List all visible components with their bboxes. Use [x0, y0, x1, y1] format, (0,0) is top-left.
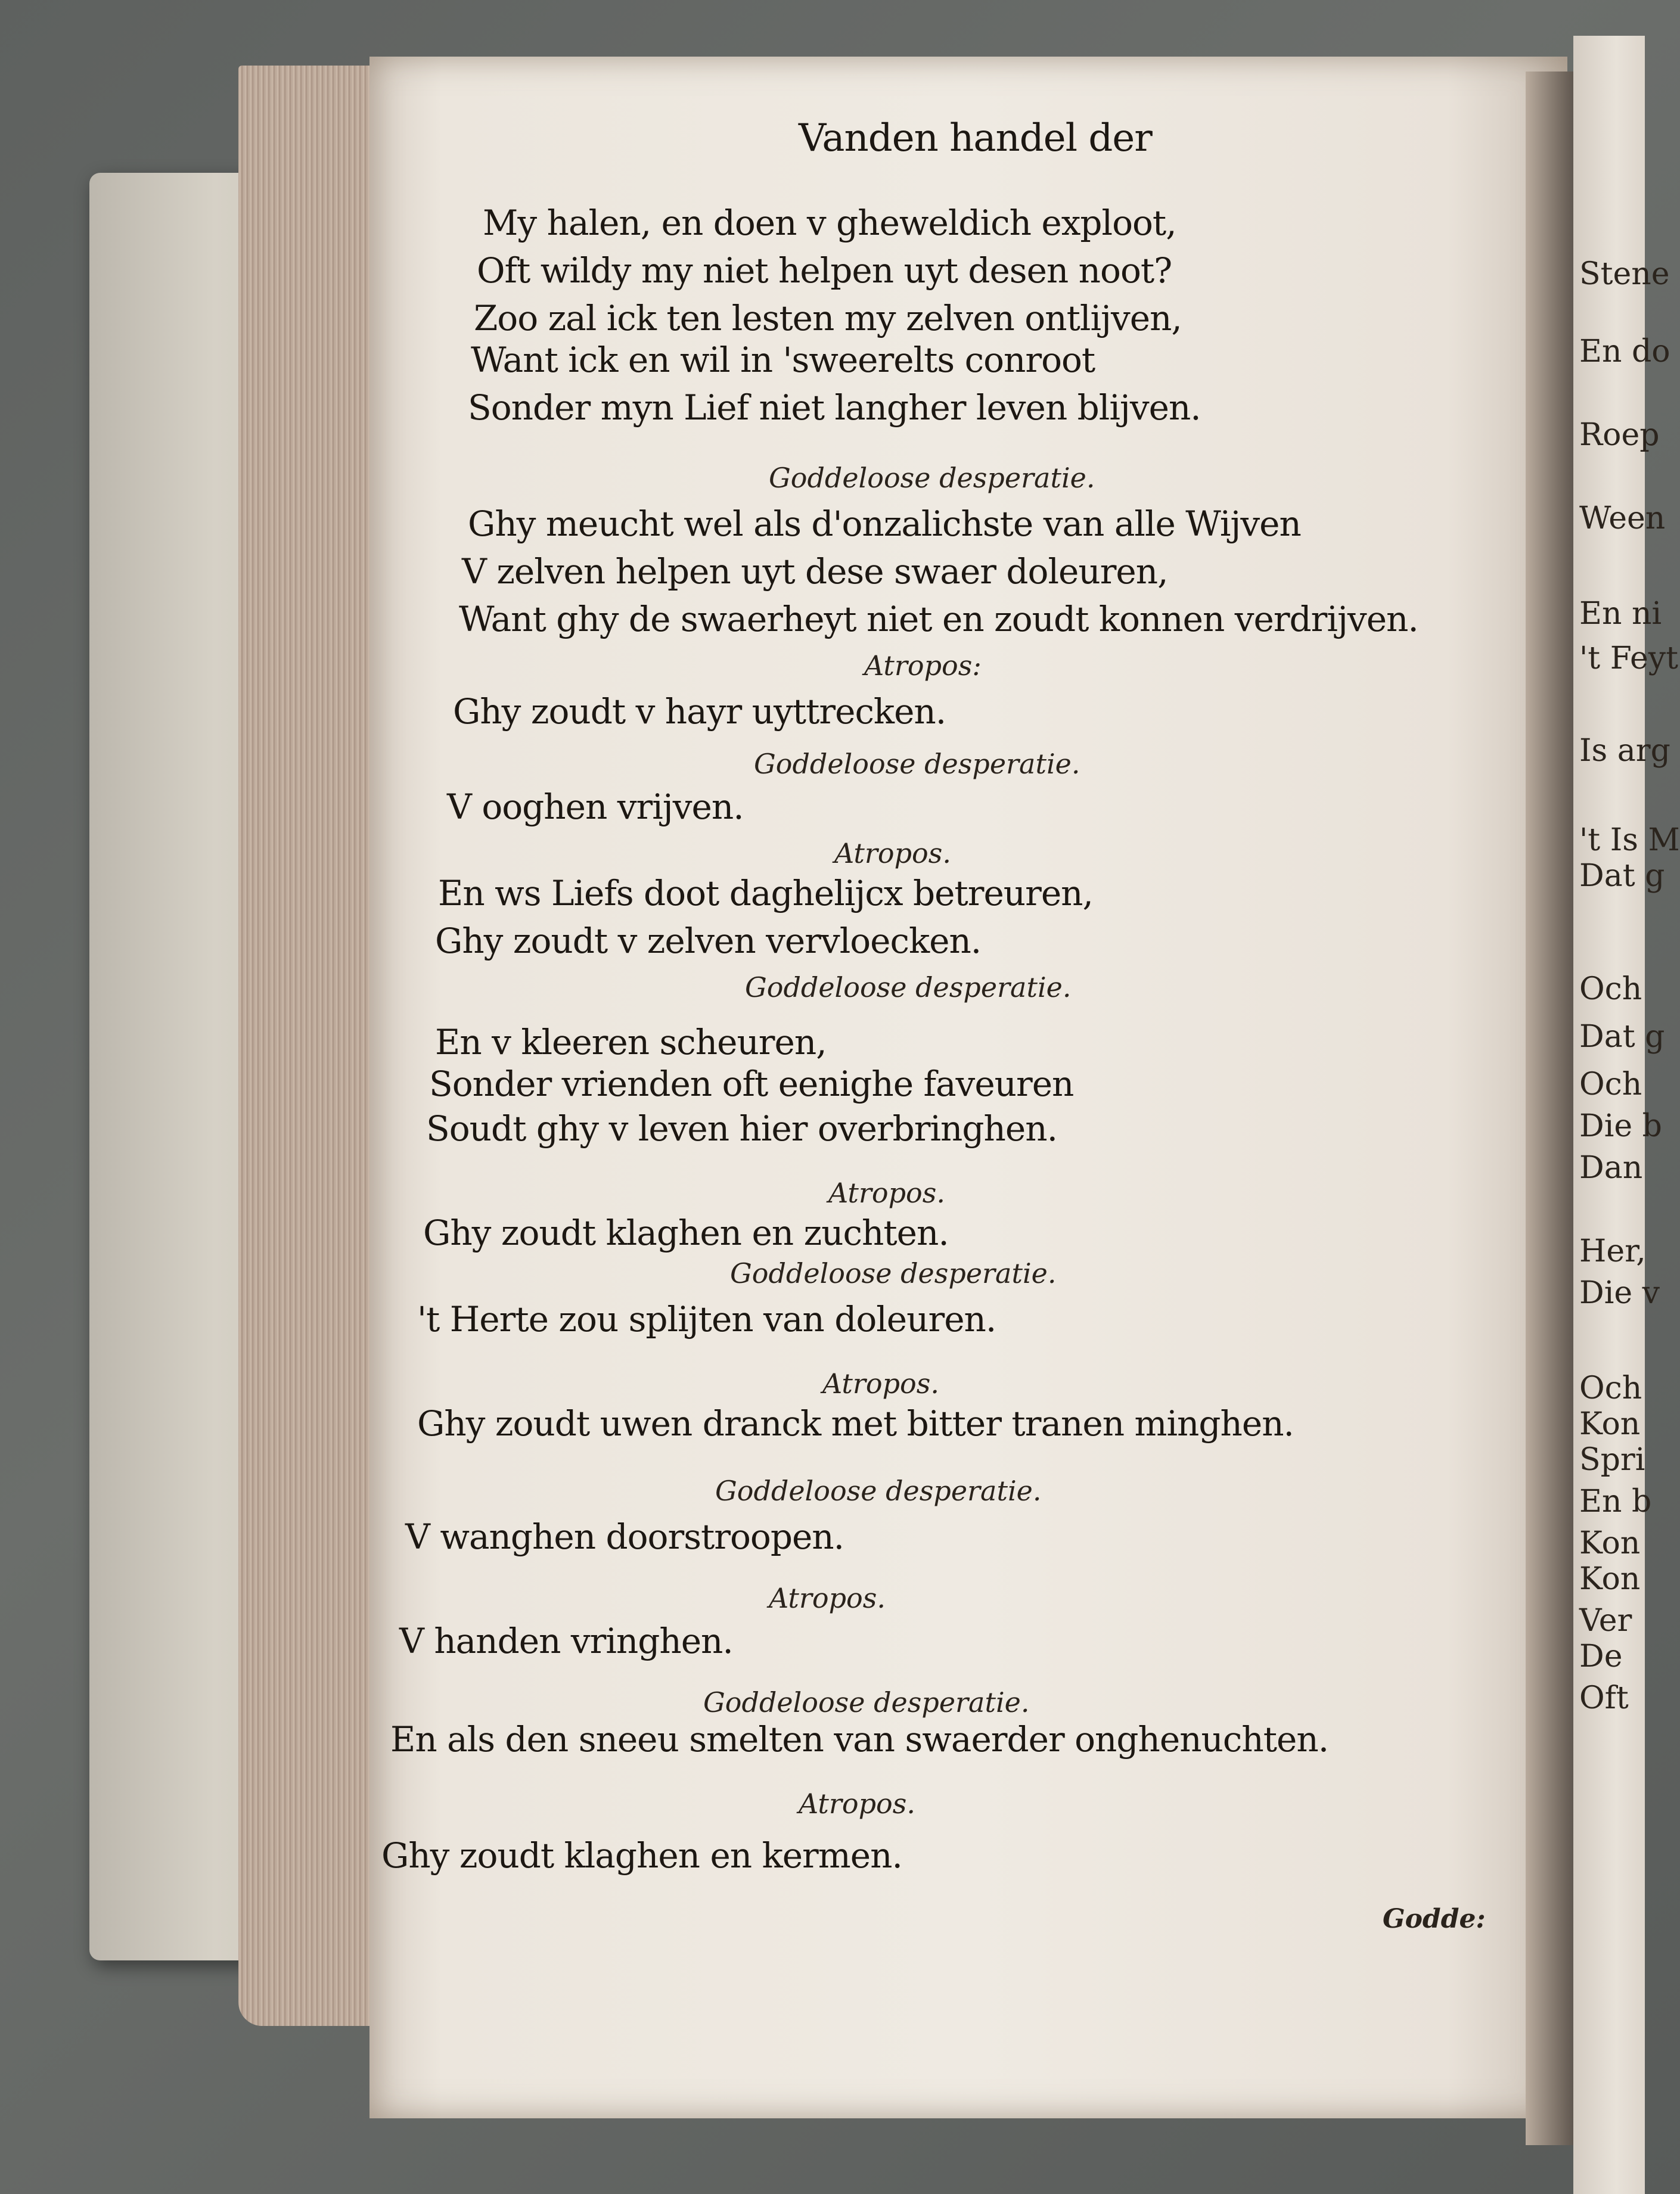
facing-page-word: Her,: [1579, 1233, 1646, 1269]
running-head: Vanden handel der: [799, 116, 1152, 160]
dialogue-line: Soudt ghy v leven hier overbringhen.: [426, 1108, 1058, 1149]
dialogue-line: Ghy zoudt v hayr uyttrecken.: [453, 691, 946, 732]
facing-page-word: Is arg: [1579, 733, 1670, 769]
facing-page-word: Och: [1579, 1067, 1642, 1102]
facing-page-word: Roep: [1579, 417, 1660, 453]
speaker-name: Atropos.: [834, 837, 951, 869]
dialogue-line: Ghy meucht wel als d'onzalichste van alle Wijven: [468, 504, 1301, 544]
facing-page-word: 't Feyt: [1579, 641, 1679, 676]
facing-page-word: Kon: [1579, 1406, 1641, 1442]
speaker-name: Goddeloose desperatie.: [745, 971, 1072, 1003]
dialogue-line: En als den sneeu smelten van swaerder onghenuchten.: [390, 1719, 1329, 1760]
dialogue-line: V ooghen vrijven.: [447, 787, 744, 827]
dialogue-line: 't Herte zou splijten van doleuren.: [417, 1299, 996, 1340]
verse-line: Oft wildy my niet helpen uyt desen noot?: [477, 250, 1172, 291]
facing-page-word: 't Is M: [1579, 822, 1680, 858]
facing-page-word: Die b: [1579, 1108, 1662, 1144]
speaker-name: Atropos.: [799, 1788, 915, 1820]
facing-page-word: Dan: [1579, 1150, 1643, 1186]
dialogue-line: V wanghen doorstroopen.: [405, 1516, 844, 1557]
speaker-name: Atropos:: [864, 650, 982, 682]
facing-page-word: Och: [1579, 971, 1642, 1007]
facing-page-word: Spri: [1579, 1442, 1645, 1478]
dialogue-line: Ghy zoudt klaghen en kermen.: [381, 1835, 902, 1876]
verse-line: Zoo zal ick ten lesten my zelven ontlijven,: [474, 298, 1182, 338]
dialogue-line: V handen vringhen.: [399, 1621, 733, 1661]
dialogue-line: Sonder vrienden oft eenighe faveuren: [429, 1064, 1074, 1104]
speaker-name: Atropos.: [828, 1177, 945, 1209]
speaker-name: Goddeloose desperatie.: [715, 1475, 1042, 1507]
facing-page-word: Kon: [1579, 1525, 1641, 1561]
dialogue-line: Ghy zoudt v zelven vervloecken.: [435, 921, 982, 961]
verse-line: Sonder myn Lief niet langher leven blijven.: [468, 387, 1201, 428]
speaker-name: Atropos.: [822, 1368, 939, 1400]
speaker-name: Atropos.: [769, 1582, 886, 1614]
dialogue-line: En ws Liefs doot daghelijcx betreuren,: [438, 873, 1093, 913]
dialogue-line: Ghy zoudt uwen dranck met bitter tranen minghen.: [417, 1403, 1294, 1444]
verse-line: Want ick en wil in 'sweerelts conroot: [471, 340, 1095, 380]
facing-page-word: Ver: [1579, 1603, 1632, 1639]
facing-page-word: Kon: [1579, 1561, 1641, 1597]
facing-page-word: En ni: [1579, 596, 1662, 632]
facing-page-word: Dat g: [1579, 1019, 1665, 1055]
facing-page-word: Die v: [1579, 1275, 1660, 1311]
dialogue-line: Want ghy de swaerheyt niet en zoudt konnen verdrijven.: [459, 599, 1418, 639]
speaker-name: Goddeloose desperatie.: [754, 748, 1080, 780]
facing-page-word: Oft: [1579, 1680, 1629, 1716]
facing-page-word: Och: [1579, 1371, 1642, 1406]
facing-page-word: De: [1579, 1639, 1623, 1674]
dialogue-line: En v kleeren scheuren,: [435, 1022, 827, 1062]
facing-page-word: Dat g: [1579, 858, 1665, 894]
speaker-name: Goddeloose desperatie.: [730, 1257, 1057, 1289]
verse-line: My halen, en doen v gheweldich exploot,: [483, 203, 1176, 243]
speaker-name: Goddeloose desperatie.: [703, 1686, 1030, 1718]
facing-page-word: Ween: [1579, 501, 1666, 536]
facing-page-word: Stene: [1579, 256, 1670, 292]
catchword: Godde:: [1383, 1904, 1486, 1934]
facing-page-word: En b: [1579, 1484, 1652, 1519]
speaker-name: Goddeloose desperatie.: [769, 462, 1095, 494]
dialogue-line: Ghy zoudt klaghen en zuchten.: [423, 1213, 949, 1253]
facing-page-word: En do: [1579, 334, 1670, 369]
dialogue-line: V zelven helpen uyt dese swaer doleuren,: [462, 551, 1168, 592]
